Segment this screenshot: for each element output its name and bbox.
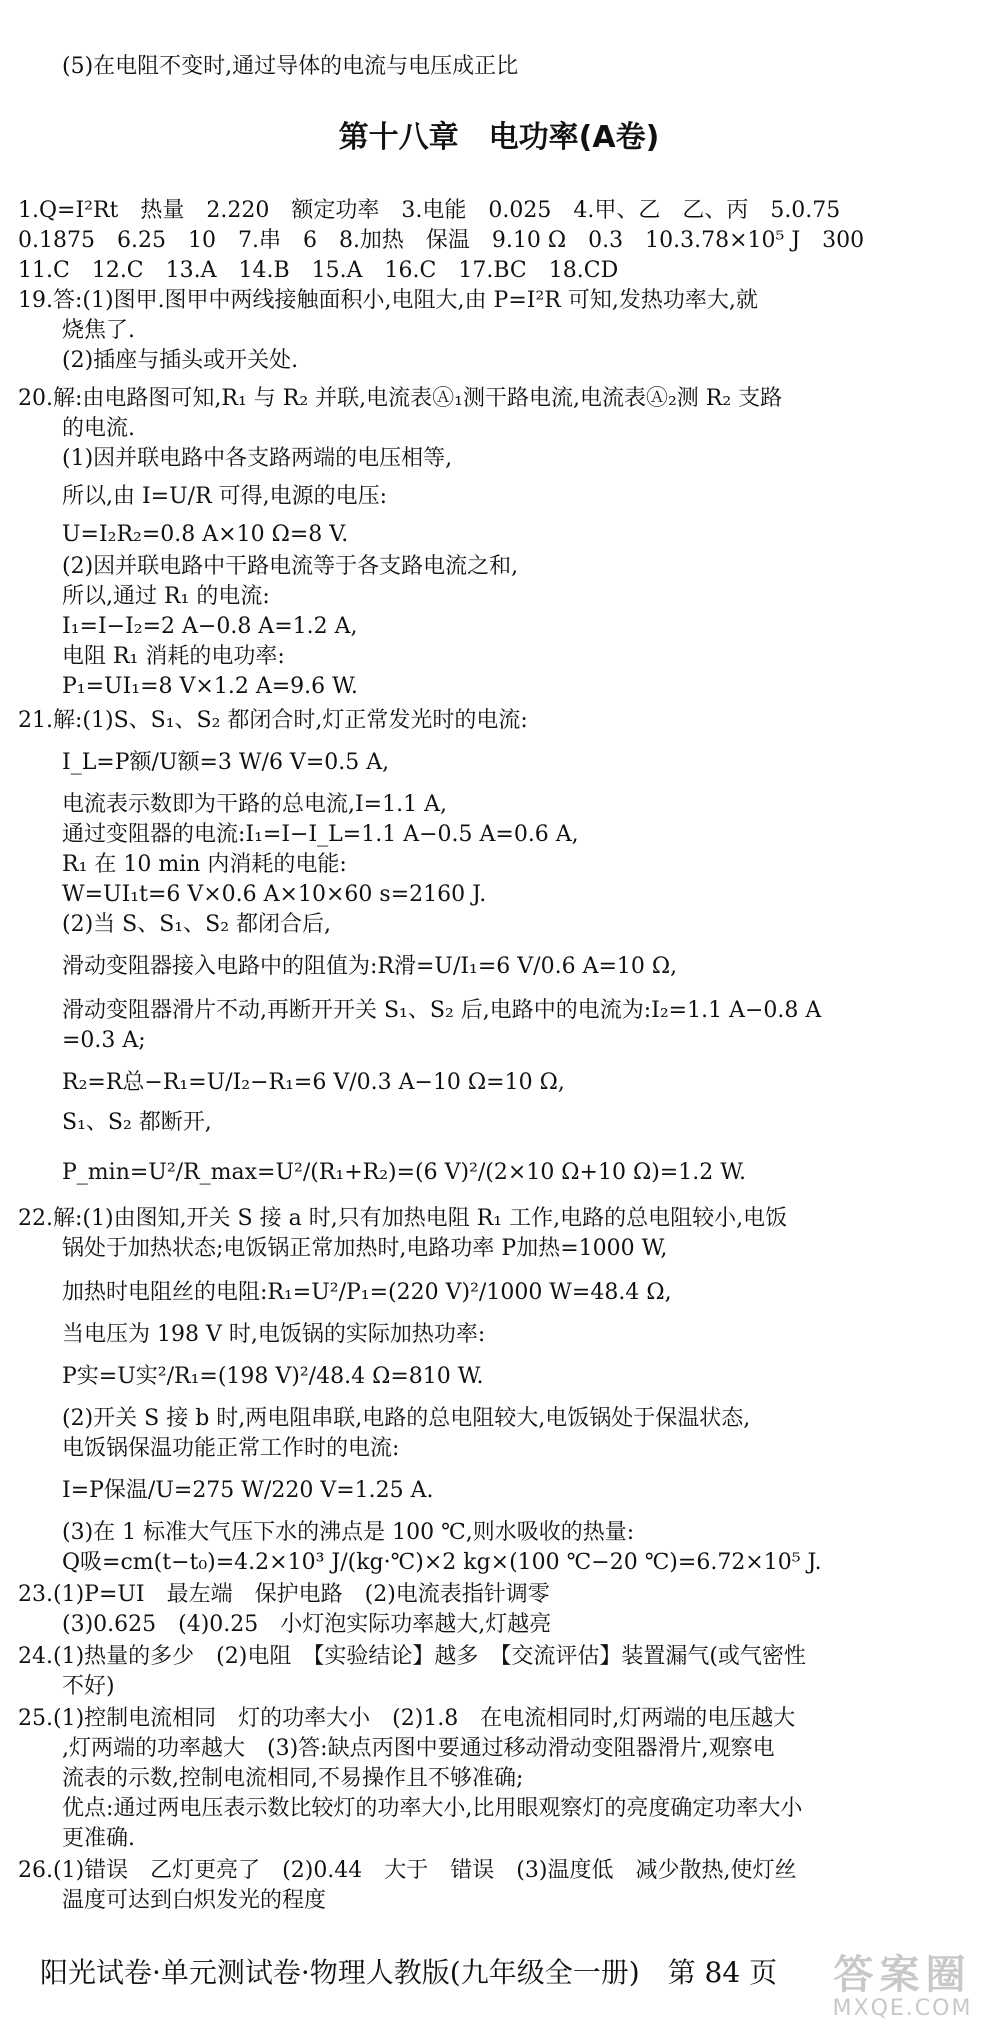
answer-line: P实=U实²/R₁=(198 V)²/48.4 Ω=810 W. bbox=[18, 1364, 484, 1389]
answer-line: 当电压为 198 V 时,电饭锅的实际加热功率: bbox=[18, 1322, 486, 1347]
watermark-bottom-text: MXQE.COM bbox=[832, 1996, 973, 2021]
answer-line: 电饭锅保温功能正常工作时的电流: bbox=[18, 1436, 400, 1461]
answer-line: I₁=I−I₂=2 A−0.8 A=1.2 A, bbox=[18, 614, 358, 639]
answer-line: (2)插座与插头或开关处. bbox=[18, 348, 299, 373]
answer-line: R₁ 在 10 min 内消耗的电能: bbox=[18, 852, 347, 877]
answer-line: ,灯两端的功率越大 (3)答:缺点丙图中要通过移动滑动变阻器滑片,观察电 bbox=[18, 1736, 775, 1761]
answer-line: 20.解:由电路图可知,R₁ 与 R₂ 并联,电流表Ⓐ₁测干路电流,电流表Ⓐ₂测 R₂ 支路 bbox=[18, 386, 783, 411]
answer-line: 流表的示数,控制电流相同,不易操作且不够准确; bbox=[18, 1766, 524, 1791]
answer-line: (2)当 S、S₁、S₂ 都闭合后, bbox=[18, 912, 331, 937]
answer-line: 优点:通过两电压表示数比较灯的功率大小,比用眼观察灯的亮度确定功率大小 bbox=[18, 1796, 803, 1821]
answer-line: 烧焦了. bbox=[18, 318, 135, 343]
answer-line: =0.3 A; bbox=[18, 1028, 146, 1053]
answer-line: (1)因并联电路中各支路两端的电压相等, bbox=[18, 446, 453, 471]
answer-line: 21.解:(1)S、S₁、S₂ 都闭合时,灯正常发光时的电流: bbox=[18, 708, 528, 733]
answer-line: 温度可达到白炽发光的程度 bbox=[18, 1888, 327, 1913]
answer-line: 0.1875 6.25 10 7.串 6 8.加热 保温 9.10 Ω 0.3 10.3.78×10⁵ J 300 bbox=[18, 228, 865, 253]
answer-line: 通过变阻器的电流:I₁=I−I_L=1.1 A−0.5 A=0.6 A, bbox=[18, 822, 579, 847]
answer-line: P₁=UI₁=8 V×1.2 A=9.6 W. bbox=[18, 674, 358, 699]
answer-line: 电阻 R₁ 消耗的电功率: bbox=[18, 644, 285, 669]
answer-line: S₁、S₂ 都断开, bbox=[18, 1110, 212, 1135]
answer-line: P_min=U²/R_max=U²/(R₁+R₂)=(6 V)²/(2×10 Ω+10 Ω)=1.2 W. bbox=[18, 1160, 746, 1185]
answer-line: 加热时电阻丝的电阻:R₁=U²/P₁=(220 V)²/1000 W=48.4 Ω, bbox=[18, 1280, 672, 1305]
answer-line: 25.(1)控制电流相同 灯的功率大小 (2)1.8 在电流相同时,灯两端的电压越大 bbox=[18, 1706, 796, 1731]
chapter-title: 第十八章 电功率(A卷) bbox=[338, 120, 660, 155]
watermark-logo bbox=[815, 1953, 990, 2025]
answer-line: 1.Q=I²Rt 热量 2.220 额定功率 3.电能 0.025 4.甲、乙 乙、丙 5.0.75 bbox=[18, 198, 841, 223]
answer-line: R₂=R总−R₁=U/I₂−R₁=6 V/0.3 A−10 Ω=10 Ω, bbox=[18, 1070, 565, 1095]
answer-line: 电流表示数即为干路的总电流,I=1.1 A, bbox=[18, 792, 447, 817]
page-footer: 阳光试卷·单元测试卷·物理人教版(九年级全一册) 第 84 页 bbox=[40, 1956, 778, 1989]
answer-line: 19.答:(1)图甲.图甲中两线接触面积小,电阻大,由 P=I²R 可知,发热功率大,就 bbox=[18, 288, 758, 313]
answer-line: 26.(1)错误 乙灯更亮了 (2)0.44 大于 错误 (3)温度低 减少散热,使灯丝 bbox=[18, 1858, 797, 1883]
answer-line: 24.(1)热量的多少 (2)电阻 【实验结论】越多 【交流评估】装置漏气(或气密性 bbox=[18, 1644, 806, 1669]
answer-line: 所以,由 I=U/R 可得,电源的电压: bbox=[18, 484, 388, 509]
answer-line: (2)开关 S 接 b 时,两电阻串联,电路的总电阻较大,电饭锅处于保温状态, bbox=[18, 1406, 751, 1431]
answer-line: 更准确. bbox=[18, 1826, 135, 1851]
answer-line: 的电流. bbox=[18, 416, 135, 441]
answer-line: W=UI₁t=6 V×0.6 A×10×60 s=2160 J. bbox=[18, 882, 487, 907]
answer-line: I=P保温/U=275 W/220 V=1.25 A. bbox=[18, 1478, 434, 1503]
answer-line: (2)因并联电路中干路电流等于各支路电流之和, bbox=[18, 554, 519, 579]
answer-line: (3)0.625 (4)0.25 小灯泡实际功率越大,灯越亮 bbox=[18, 1612, 552, 1637]
answer-line: 不好) bbox=[18, 1674, 115, 1699]
answer-line: 11.C 12.C 13.A 14.B 15.A 16.C 17.BC 18.CD bbox=[18, 258, 619, 283]
answer-line: 所以,通过 R₁ 的电流: bbox=[18, 584, 270, 609]
answer-line: 锅处于加热状态;电饭锅正常加热时,电路功率 P加热=1000 W, bbox=[18, 1236, 668, 1261]
top-note: (5)在电阻不变时,通过导体的电流与电压成正比 bbox=[62, 54, 519, 79]
answer-line: 滑动变阻器接入电路中的阻值为:R滑=U/I₁=6 V/0.6 A=10 Ω, bbox=[18, 954, 678, 979]
answer-line: (3)在 1 标准大气压下水的沸点是 100 ℃,则水吸收的热量: bbox=[18, 1520, 635, 1545]
watermark-top-text: 答案圈 bbox=[833, 1952, 972, 1998]
answer-line: 23.(1)P=UI 最左端 保护电路 (2)电流表指针调零 bbox=[18, 1582, 550, 1607]
answer-line: 22.解:(1)由图知,开关 S 接 a 时,只有加热电阻 R₁ 工作,电路的总电阻较小,电饭 bbox=[18, 1206, 788, 1231]
answer-line: Q吸=cm(t−t₀)=4.2×10³ J/(kg·℃)×2 kg×(100 ℃−20 ℃)=6.72×10⁵ J. bbox=[18, 1550, 822, 1575]
answer-line: U=I₂R₂=0.8 A×10 Ω=8 V. bbox=[18, 522, 349, 547]
answer-line: I_L=P额/U额=3 W/6 V=0.5 A, bbox=[18, 750, 390, 775]
answer-line: 滑动变阻器滑片不动,再断开开关 S₁、S₂ 后,电路中的电流为:I₂=1.1 A−0.8 A bbox=[18, 998, 822, 1023]
